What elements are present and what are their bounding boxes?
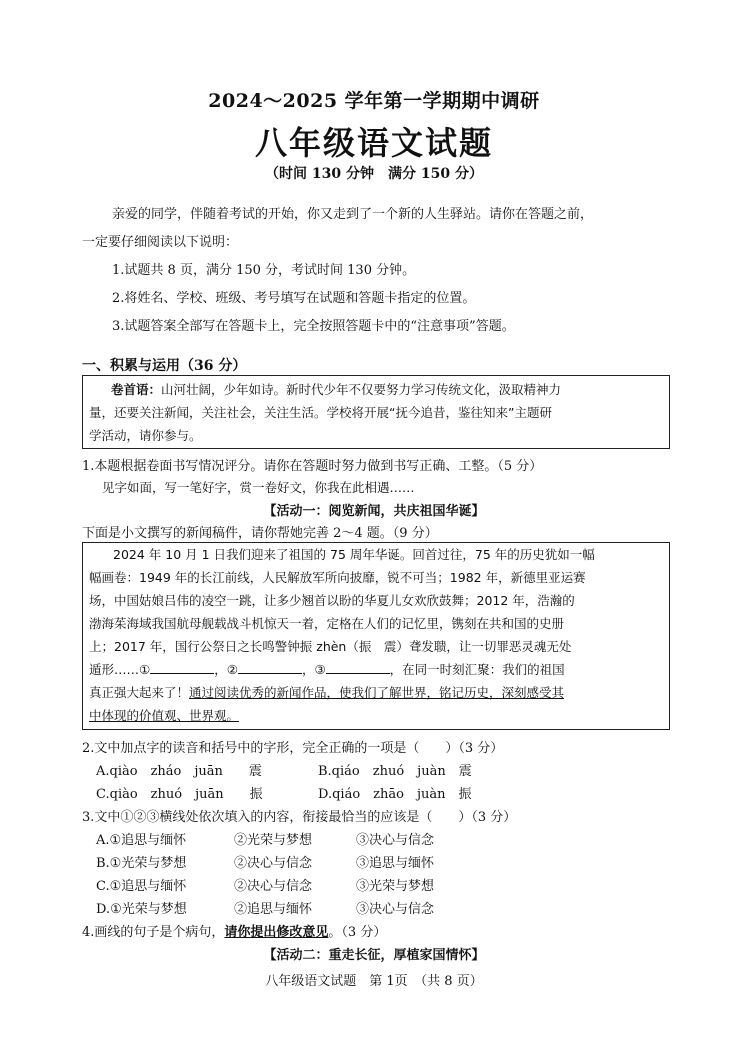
preface-line-1: 山河壮阔，少年如诗。新时代少年不仅要努力学习传统文化，汲取精神力 [161,382,562,397]
rule-1: 1.试题共 8 页，满分 150 分，考试时间 130 分钟。 [112,263,416,278]
page-footer: 八年级语文试题 第 1页 （共 8 页） [265,974,483,989]
q2-option-b: B.qiáo zhuó juàn 震 [318,764,472,779]
q2-option-d: D.qiáo zhāo juàn 振 [318,787,472,802]
q3-option-b: B.①光荣与梦想 ②决心与信念 ③追思与缅怀 [96,856,435,871]
preface-line-2: 量，还要关注新闻，关注社会，关注生活。学校将开展“抚今追昔，鉴往知来”主题研 [89,405,552,420]
faulty-sentence: 通过阅读优秀的新闻作品，使我们了解世界，铭记历史，深刻感受其 [189,685,565,700]
section-heading: 一、积累与运用（36 分） [82,358,247,374]
news-box [82,542,670,730]
preface-line-3: 学活动，请你参与。 [89,428,202,443]
blank-3 [326,661,390,674]
news-line-8: 中体现的价值观、世界观。 [89,708,240,723]
rule-3: 3.试题答案全部写在答题卡上，完全按照答题卡中的“注意事项”答题。 [112,319,515,334]
preface-label: 卷首语： [111,382,162,397]
preface-box [82,375,670,449]
q4-emphasis: 请你提出修改意见 [224,925,329,940]
news-line-1: 2024 年 10 月 1 日我们迎来了祖国的 75 周年华诞。回首过往，75 年的历史犹如一幅 [113,547,595,562]
news-line-2: 幅画卷：1949 年的长江前线，人民解放军所向披靡，锐不可当；1982 年，新德里亚运赛 [89,570,586,585]
intro-line-1: 亲爱的同学，伴随着考试的开始，你又走到了一个新的人生驿站。请你在答题之前， [112,207,594,222]
question-1: 1.本题根据卷面书写情况评分。请你在答题时努力做到书写正确、工整。（5 分） [82,459,543,474]
question-4: 4.画线的句子是个病句，请你提出修改意见。（3 分） [82,925,387,940]
question-1-sub: 见字如面，写一笔好字，赏一卷好文，你我在此相遇…… [102,480,415,495]
blank-2 [238,661,302,674]
q3-option-c: C.①追思与缅怀 ②决心与信念 ③光荣与梦想 [96,879,435,894]
q3-option-d: D.①光荣与梦想 ②追思与缅怀 ③决心与信念 [96,902,435,917]
news-line-4: 渤海茱海域我国航母舰载战斗机惊天一着，定格在人们的记忆里，镌刻在共和国的史册 [89,616,565,631]
exam-main-title: 八年级语文试题 [254,124,493,162]
news-line-6: 遁形……① ，② ，③ ，在同一时刻汇聚：我们的祖国 [89,662,565,677]
question-2: 2.文中加点字的读音和括号中的字形，完全正确的一项是（ ）（3 分） [82,741,504,756]
q2-options-row-1 [96,760,472,779]
intro-line-2: 一定要仔细阅读以下说明： [82,235,239,250]
rule-2: 2.将姓名、学校、班级、考号填写在试题和答题卡指定的位置。 [112,291,476,306]
exam-time-info: （时间 130 分钟 满分 150 分） [265,166,483,182]
activity-2-title: 【活动二：重走长征，厚植家国情怀】 [263,948,485,963]
q2-option-a: A.qiào zháo juān 震 [96,764,262,779]
question-3: 3.文中①②③横线处依次填入的内容，衔接最恰当的应该是（ ）（3 分） [82,810,517,825]
activity-1-intro: 下面是小文撰写的新闻稿件，请你帮她完善 2～4 题。（9 分） [82,526,438,541]
news-line-5: 上；2017 年，国行公祭日之长鸣警钟振 zhèn（振 震）聋发聩，让一切罪恶灵魂无处 [89,639,572,654]
q2-option-c: C.qiào zhuó juān 振 [96,787,263,802]
q3-option-a: A.①追思与缅怀 ②光荣与梦想 ③决心与信念 [96,833,435,848]
news-line-7: 真正强大起来了！通过阅读优秀的新闻作品，使我们了解世界，铭记历史，深刻感受其 [89,685,565,700]
news-line-3: 场，中国姑娘吕伟的凌空一跳，让多少翘首以盼的华夏儿女欢欣鼓舞；2012 年，浩瀚的 [89,593,575,608]
exam-term-title: 2024～2025 学年第一学期期中调研 [208,90,540,112]
q2-options-row-2 [96,783,471,802]
blank-1 [150,661,214,674]
activity-1-title: 【活动一：阅览新闻，共庆祖国华诞】 [263,504,485,519]
